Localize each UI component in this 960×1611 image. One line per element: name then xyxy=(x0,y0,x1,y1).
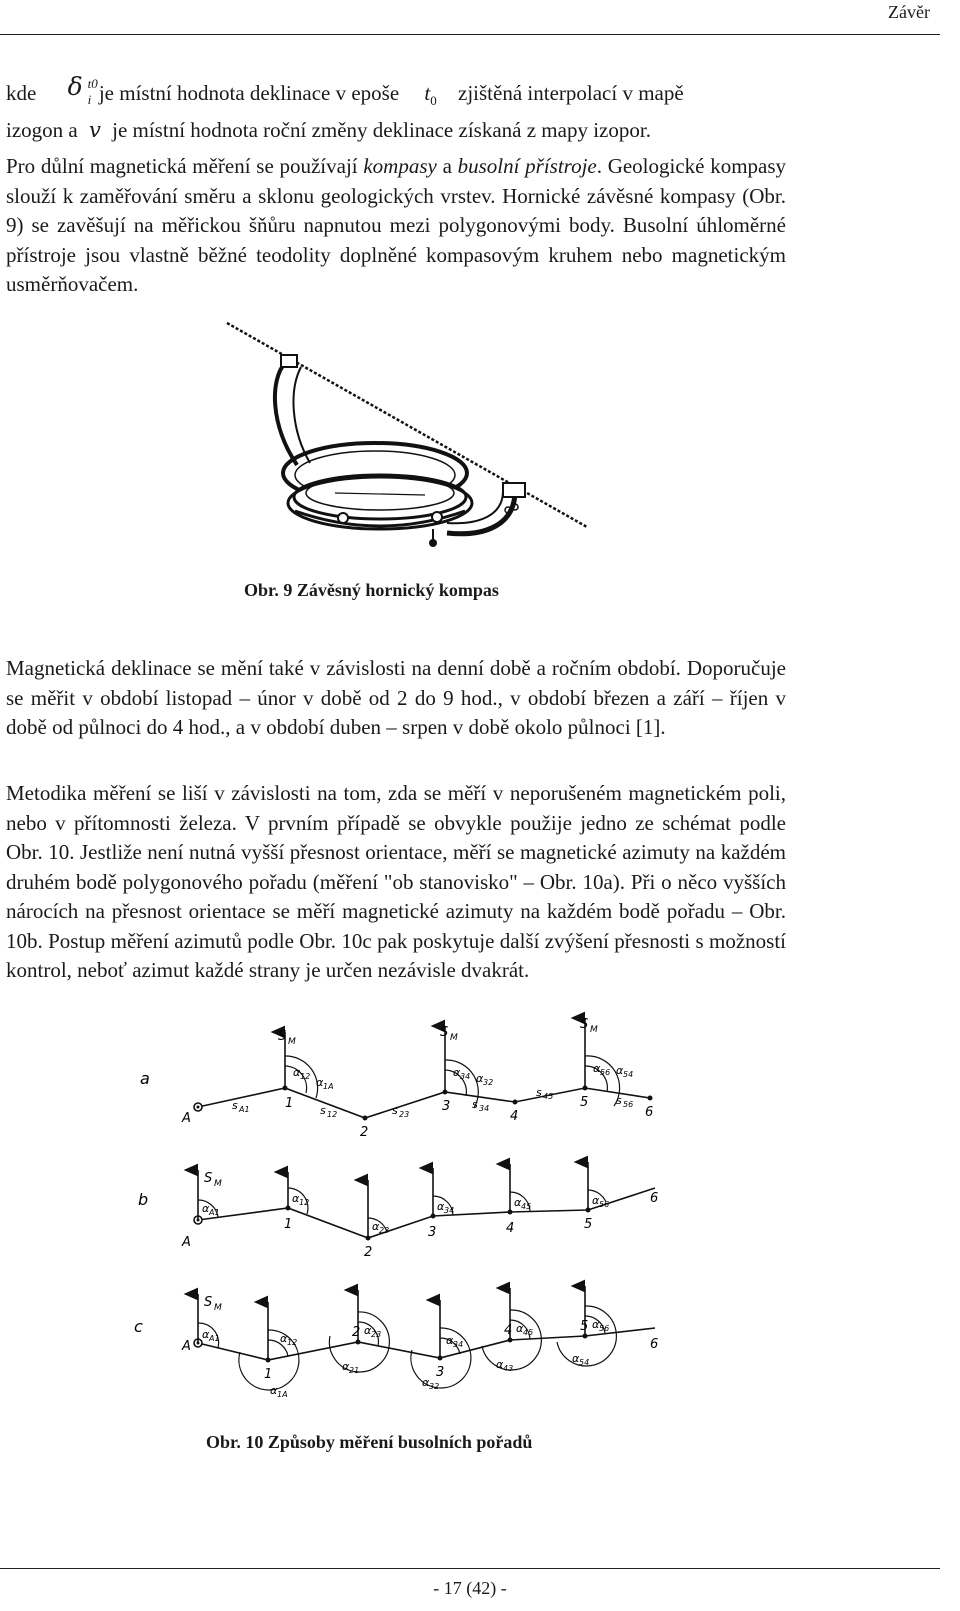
t0-symbol: $t_0$ xyxy=(424,81,437,109)
row-label-a: a xyxy=(140,1069,150,1088)
v-symbol: v xyxy=(88,117,101,142)
svg-text:12: 12 xyxy=(299,1198,310,1207)
svg-text:α: α xyxy=(202,1202,210,1215)
figure-traverse-schemes xyxy=(120,1010,680,1430)
paragraph-declination-timing: Magnetická deklinace se mění také v závislosti na denní době a ročním období. Doporučuje se měřit v období listopad – únor v době od 2 do 9 hod., v období březen a září – říjen v době od půlnoci do 4 hod., a v období duben – srpen v době okolo půlnoci [1]. xyxy=(6,656,786,739)
svg-text:M: M xyxy=(450,1033,458,1043)
para1-line1: kde δ t0 i je místní hodnota deklinace v epoše $t_0$ zjištěná interpolací v mapě xyxy=(6,72,684,109)
svg-text:s: s xyxy=(392,1104,398,1117)
row-label-b: b xyxy=(138,1190,149,1209)
svg-text:s: s xyxy=(536,1086,542,1099)
svg-text:α: α xyxy=(496,1358,504,1371)
svg-text:M: M xyxy=(214,1303,222,1313)
svg-text:A: A xyxy=(182,1111,191,1126)
svg-text:α: α xyxy=(453,1066,461,1079)
svg-text:4: 4 xyxy=(504,1323,513,1338)
svg-text:34: 34 xyxy=(460,1072,471,1081)
svg-text:α: α xyxy=(316,1076,324,1089)
svg-text:s: s xyxy=(232,1099,238,1112)
svg-text:21: 21 xyxy=(349,1366,360,1375)
svg-text:56: 56 xyxy=(599,1324,610,1333)
svg-text:3: 3 xyxy=(428,1225,437,1240)
svg-text:2: 2 xyxy=(360,1125,369,1140)
svg-text:56: 56 xyxy=(623,1100,634,1109)
svg-text:23: 23 xyxy=(399,1110,410,1119)
scheme-a xyxy=(140,1017,653,1140)
svg-text:56: 56 xyxy=(600,1068,611,1077)
svg-text:2: 2 xyxy=(352,1325,361,1340)
word-kde: kde xyxy=(6,81,37,105)
svg-text:34: 34 xyxy=(453,1340,464,1349)
svg-text:α: α xyxy=(292,1192,300,1205)
svg-text:A1: A1 xyxy=(239,1105,250,1114)
svg-text:A1: A1 xyxy=(209,1208,220,1217)
svg-text:S: S xyxy=(580,1017,589,1032)
scheme-c xyxy=(134,1286,658,1399)
svg-text:α: α xyxy=(422,1376,430,1389)
svg-text:α: α xyxy=(592,1194,600,1207)
svg-text:α: α xyxy=(342,1360,350,1373)
svg-text:S: S xyxy=(204,1171,213,1186)
paragraph-instruments: Pro důlní magnetická měření se používají kompasy a busolní přístroje. Geologické kompasy slouží k zaměřování směru a sklonu geologických vrstev. Hornické závěsné kompasy (Obr. 9) se zavěšují na měřickou šňůru napnutou mezi polygonovými body. Busolní úhloměrné přístroje jsou vlastně běžné teodolity doplněné kompasovým kruhem nebo magnetickým usměrňovačem. xyxy=(6,154,787,296)
svg-text:α: α xyxy=(616,1064,624,1077)
svg-text:α: α xyxy=(572,1352,580,1365)
svg-text:5: 5 xyxy=(584,1217,593,1232)
figure9-caption: Obr. 9 Závěsný hornický kompas xyxy=(244,580,499,600)
svg-text:α: α xyxy=(280,1332,288,1345)
svg-text:34: 34 xyxy=(444,1206,455,1215)
svg-text:12: 12 xyxy=(327,1110,338,1119)
svg-text:M: M xyxy=(288,1037,296,1047)
svg-text:23: 23 xyxy=(371,1330,382,1339)
row-label-c: c xyxy=(134,1317,143,1336)
svg-text:α: α xyxy=(592,1318,600,1331)
svg-text:α: α xyxy=(293,1066,301,1079)
svg-text:4: 4 xyxy=(506,1221,515,1236)
svg-text:s: s xyxy=(616,1094,622,1107)
term-kompasy: kompasy xyxy=(363,154,437,178)
svg-text:56: 56 xyxy=(599,1200,610,1209)
svg-text:1: 1 xyxy=(285,1096,294,1111)
svg-text:43: 43 xyxy=(503,1364,514,1373)
svg-text:12: 12 xyxy=(300,1072,311,1081)
svg-text:1A: 1A xyxy=(323,1082,334,1091)
svg-text:A1: A1 xyxy=(209,1334,220,1343)
svg-text:M: M xyxy=(590,1025,598,1035)
svg-text:3: 3 xyxy=(436,1365,445,1380)
svg-text:s: s xyxy=(320,1104,326,1117)
svg-text:A: A xyxy=(182,1339,191,1354)
svg-text:1: 1 xyxy=(264,1367,273,1382)
svg-text:1A: 1A xyxy=(277,1390,288,1399)
svg-text:45: 45 xyxy=(543,1092,554,1101)
figure10-caption: Obr. 10 Způsoby měření busolních pořadů xyxy=(206,1432,533,1452)
svg-text:S: S xyxy=(278,1029,287,1044)
footer-rule xyxy=(0,1568,940,1569)
svg-text:M: M xyxy=(214,1179,222,1189)
paragraph-methodology: Metodika měření se liší v závislosti na tom, zda se měří v neporušeném magnetickém poli, nebo v přítomnosti železa. V prvním případě se obvykle použije jedno ze schémat podle Obr. 10. Jestliže není nutná vyšší přesnost orientace, měří se magnetické azimuty na každém druhém bodě polygonového pořadu (měření "ob stanovisko" – Obr. 10a). Při o něco vyšších nárocích na přesnost orientace se měří magnetické azimuty na každém bodě pořadu – Obr. 10b. Postup měření azimutů podle Obr. 10c pak poskytuje další zvýšení přesnosti s možností kontrol, neboť azimut každé strany je určen nezávisle dvakrát. xyxy=(6,781,786,982)
svg-text:s: s xyxy=(472,1098,478,1111)
figure-hanging-compass xyxy=(215,315,595,560)
delta-symbol: δ t0 i xyxy=(67,72,98,107)
svg-text:6: 6 xyxy=(650,1337,659,1352)
svg-text:α: α xyxy=(514,1196,522,1209)
svg-text:32: 32 xyxy=(429,1382,440,1391)
svg-text:α: α xyxy=(446,1334,454,1347)
svg-text:S: S xyxy=(204,1295,213,1310)
svg-text:S: S xyxy=(440,1025,449,1040)
running-header-title: Závěr xyxy=(888,2,930,22)
svg-text:α: α xyxy=(364,1324,372,1337)
svg-text:5: 5 xyxy=(580,1319,589,1334)
svg-text:54: 54 xyxy=(579,1358,590,1367)
svg-text:α: α xyxy=(202,1328,210,1341)
svg-text:5: 5 xyxy=(580,1095,589,1110)
svg-text:23: 23 xyxy=(379,1226,390,1235)
svg-text:3: 3 xyxy=(442,1099,451,1114)
svg-text:6: 6 xyxy=(650,1191,659,1206)
svg-text:α: α xyxy=(593,1062,601,1075)
header-rule xyxy=(0,34,940,35)
svg-text:6: 6 xyxy=(645,1105,654,1120)
paragraph-declination-definition xyxy=(6,72,786,145)
svg-text:1: 1 xyxy=(284,1217,293,1232)
svg-text:α: α xyxy=(270,1384,278,1397)
svg-text:4: 4 xyxy=(510,1109,519,1124)
svg-text:α: α xyxy=(516,1322,524,1335)
term-busolni-pristroje: busolní přístroje xyxy=(457,154,597,178)
svg-text:2: 2 xyxy=(364,1245,373,1260)
svg-text:A: A xyxy=(182,1235,191,1250)
svg-text:32: 32 xyxy=(483,1078,494,1087)
svg-text:45: 45 xyxy=(523,1328,534,1337)
svg-text:45: 45 xyxy=(521,1202,532,1211)
page-number: - 17 (42) - xyxy=(433,1578,507,1598)
para1-line2: izogon a v je místní hodnota roční změny deklinace získaná z mapy izopor. xyxy=(6,117,651,142)
svg-text:12: 12 xyxy=(287,1338,298,1347)
svg-text:α: α xyxy=(437,1200,445,1213)
svg-text:34: 34 xyxy=(479,1104,490,1113)
svg-text:α: α xyxy=(476,1072,484,1085)
svg-text:54: 54 xyxy=(623,1070,634,1079)
scheme-b xyxy=(138,1162,658,1260)
svg-text:α: α xyxy=(372,1220,380,1233)
